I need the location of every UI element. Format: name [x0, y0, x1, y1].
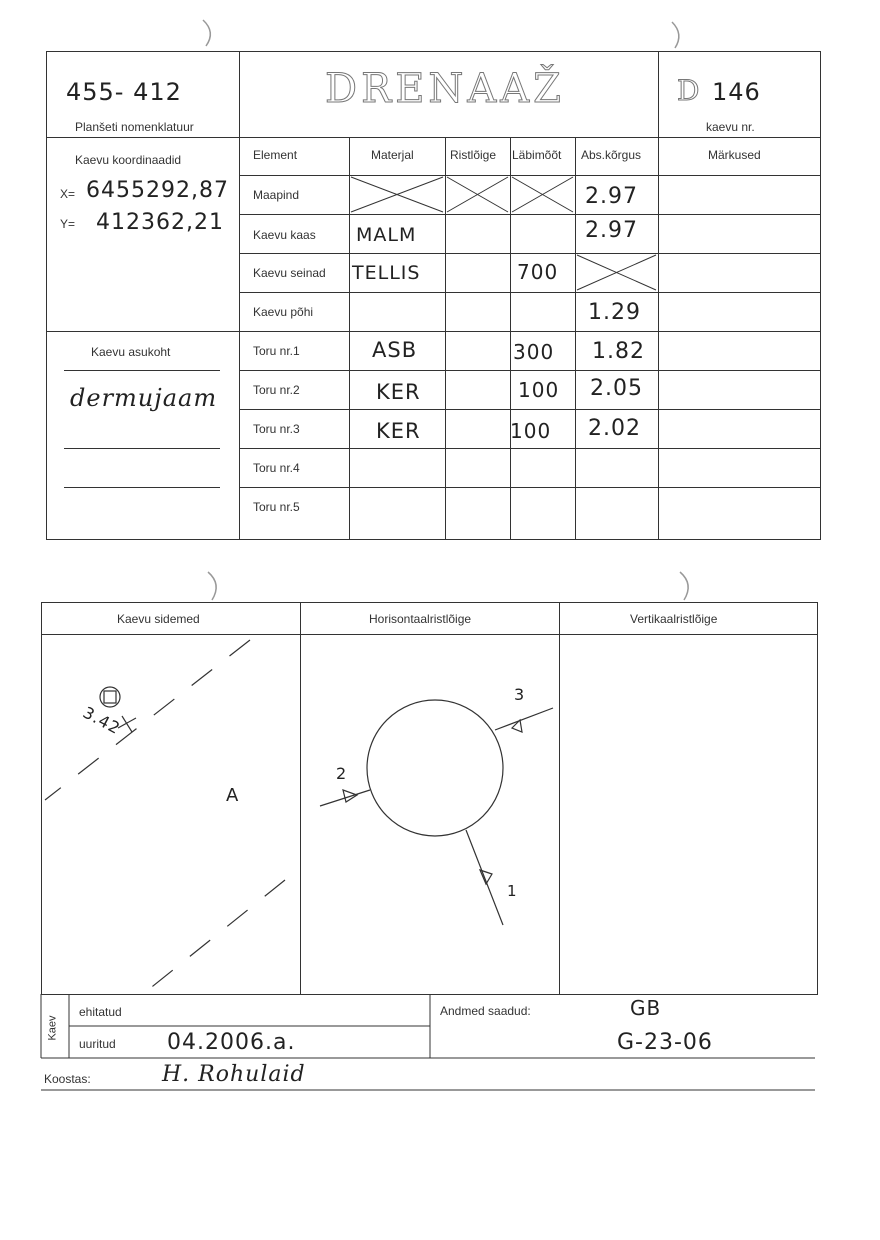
header-abs-korgus: Abs.kõrgus — [581, 148, 642, 162]
y-prefix: Y= — [60, 217, 76, 231]
andmed-value-2: G-23-06 — [617, 1030, 713, 1055]
header-labimoot: Läbimõõt — [512, 148, 562, 162]
pipe-2-label: 2 — [336, 764, 348, 783]
uuritud-label: uuritud — [79, 1037, 116, 1051]
materjal-value: KER — [376, 419, 421, 443]
row-element-label: Toru nr.3 — [253, 422, 300, 436]
horizontal-section — [320, 700, 553, 925]
pipe-3-line — [495, 708, 553, 730]
well-number-label: kaevu nr. — [706, 120, 755, 134]
abs-value: 2.97 — [585, 184, 638, 209]
well-prefix: D — [677, 74, 700, 107]
y-coordinate-value: 412362,21 — [96, 210, 224, 235]
x-prefix: X= — [60, 187, 76, 201]
header-ristloige: Ristlõige — [450, 148, 497, 162]
row-element-label: Maapind — [253, 188, 300, 202]
cross-mark — [577, 255, 656, 290]
location-value: dermujaam — [70, 384, 218, 412]
sketch-header-vertical: Vertikaalristlõige — [630, 612, 718, 626]
header-materjal: Materjal — [371, 148, 414, 162]
abs-value: 2.02 — [588, 416, 641, 441]
sketch-header-links: Kaevu sidemed — [117, 612, 200, 626]
pipe-1-line — [466, 830, 503, 925]
koostas-label: Koostas: — [44, 1072, 91, 1086]
well-circle — [367, 700, 503, 836]
uuritud-value: 04.2006.a. — [167, 1030, 296, 1055]
labimoot-value: 300 — [513, 340, 555, 364]
sketch-header-horizontal: Horisontaalristlõige — [369, 612, 472, 626]
kaev-side-label: Kaev — [46, 1015, 59, 1041]
plan-nomenclature-value: 455- 412 — [66, 78, 182, 106]
ehitatud-label: ehitatud — [79, 1005, 122, 1019]
cross-mark — [351, 177, 443, 212]
row-element-label: Kaevu kaas — [253, 228, 316, 242]
labimoot-value: 100 — [510, 419, 552, 443]
point-label: A — [226, 785, 240, 806]
abs-value: 2.05 — [590, 376, 643, 401]
header-markused: Märkused — [708, 148, 761, 162]
materjal-value: ASB — [372, 338, 418, 362]
labimoot-value: 100 — [518, 378, 560, 402]
row-element-label: Toru nr.1 — [253, 344, 300, 358]
abs-value: 1.29 — [588, 300, 641, 325]
distance-value: 3.42 — [79, 702, 124, 739]
row-element-label: Toru nr.5 — [253, 500, 300, 514]
x-coordinate-value: 6455292,87 — [86, 178, 229, 203]
labimoot-value: 700 — [517, 260, 559, 284]
abs-value: 2.97 — [585, 218, 638, 243]
coordinates-label: Kaevu koordinaadid — [75, 153, 182, 167]
materjal-value: KER — [376, 380, 421, 404]
andmed-label: Andmed saadud: — [440, 1004, 531, 1018]
row-element-label: Kaevu seinad — [253, 266, 326, 280]
cross-mark — [447, 177, 508, 212]
well-number-value: 146 — [712, 78, 761, 106]
pipe-1-label: 1 — [507, 882, 518, 900]
location-label: Kaevu asukoht — [91, 345, 171, 359]
materjal-value: TELLIS — [352, 262, 421, 284]
header-element: Element — [253, 148, 298, 162]
koostas-value: H. Rohulaid — [162, 1062, 306, 1087]
materjal-value: MALM — [356, 224, 417, 246]
plan-nomenclature-label: Planšeti nomenklatuur — [75, 120, 194, 134]
andmed-value-1: GB — [630, 996, 662, 1020]
cross-mark — [512, 177, 573, 212]
row-element-label: Kaevu põhi — [253, 305, 314, 319]
form-title: DRENAAŽ — [325, 66, 565, 112]
row-element-label: Toru nr.4 — [253, 461, 300, 475]
pipe-3-label: 3 — [514, 685, 526, 704]
links-sketch — [45, 640, 285, 990]
abs-value: 1.82 — [592, 339, 645, 364]
row-element-label: Toru nr.2 — [253, 383, 300, 397]
